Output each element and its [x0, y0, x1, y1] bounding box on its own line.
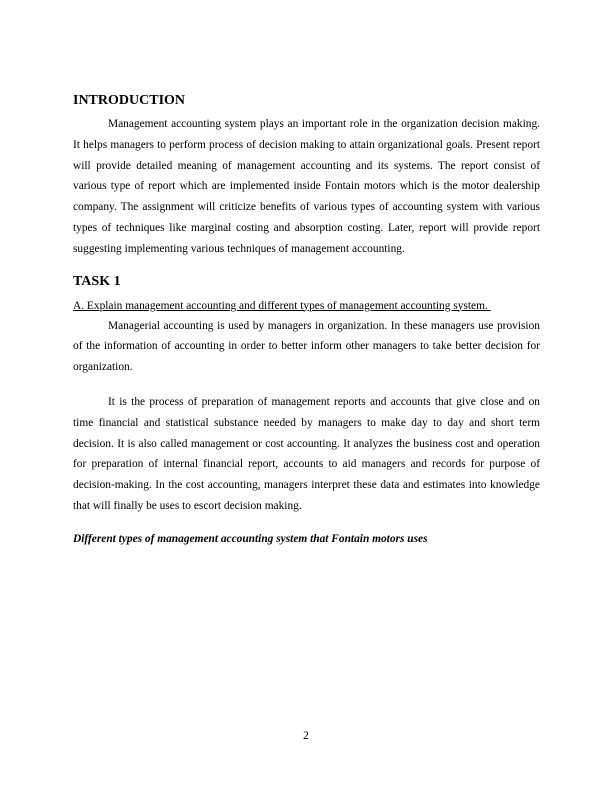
- introduction-paragraph: Management accounting system plays an important role in the organization decision making. It helps managers to perform process of decision making to attain organizational goals. Present report will provide detailed meaning of management accounting and its systems. The report consist of various type of report which are implemented inside Fontain motors which is the motor dealership company. The assignment will criticize benefits of various types of accounting system with various types of techniques like marginal costing and absorption costing. Later, report will provide report suggesting implementing various techniques of management accounting.: [73, 118, 540, 255]
- introduction-heading: INTRODUCTION: [73, 93, 186, 108]
- task1-paragraph-2: It is the process of preparation of management reports and accounts that give close and on time financial and statistical substance needed by managers to make day to day and short term decision. It is also called management or cost accounting. It analyzes the business cost and operation for preparation of internal financial report, accounts to aid managers and records for purpose of decision-making. In the cost accounting, managers interpret these data and estimates into knowledge that will finally be uses to escort decision making.: [73, 395, 540, 512]
- task1-paragraph-1: Managerial accounting is used by managers in organization. In these managers use provision of the information of accounting in order to better inform other managers to take better decision for organization.: [73, 319, 540, 374]
- task1-subheading: A. Explain management accounting and different types of management accounting system.: [73, 299, 491, 312]
- management-accounting-types-heading: Different types of management accounting system that Fontain motors uses: [73, 532, 428, 545]
- page-content: [73, 92, 540, 548]
- task1-heading: TASK 1: [73, 273, 121, 289]
- page-number: 2: [303, 730, 309, 742]
